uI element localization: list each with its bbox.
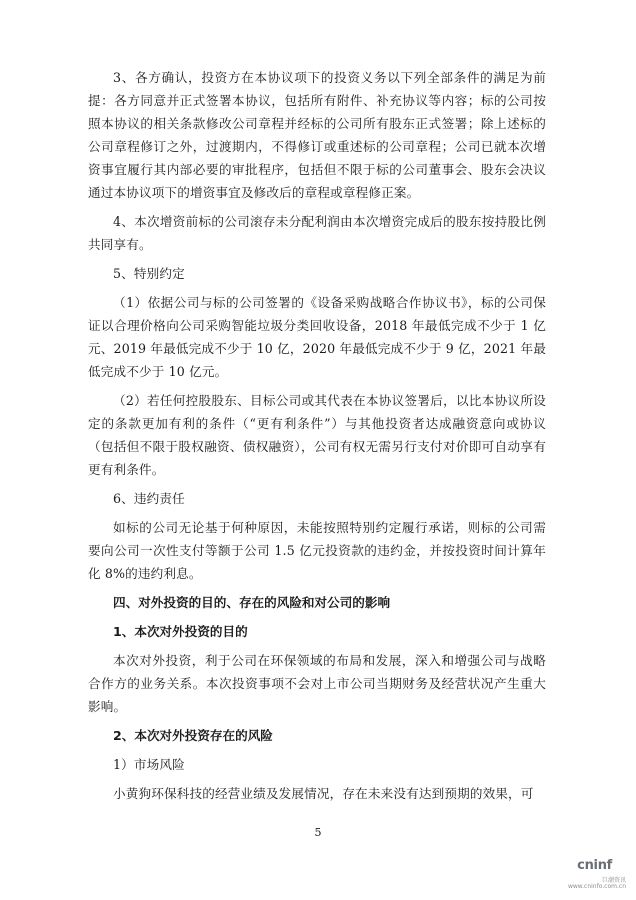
paragraph-breach-liability: 如标的公司无论基于何种原因，未能按照特别约定履行承诺，则标的公司需要向公司一次性支付等额于公司 1.5 亿元投资款的违约金，并按投资时间计算年化 8%的违约利息。 bbox=[88, 520, 546, 581]
cninfo-subtitle: 巨潮资讯 bbox=[601, 877, 626, 884]
cninfo-logo: cninf bbox=[577, 858, 612, 873]
paragraph-market-risk: 小黄狗环保科技的经营业绩及发展情况，存在未来没有达到预期的效果，可 bbox=[113, 786, 534, 801]
paragraph-conditions: 3、各方确认，投资方在本协议项下的投资义务以下列全部条件的满足为前提：各方同意并正式签署本协议，包括所有附件、补充协议等内容；标的公司按照本协议的相关条款修改公司章程并经标的公司所有股东正式签署；除上述标的公司章程修订之外，过渡期内，不得修订或重述标的公司章程；公司已就本次增资事宜履行其内部必要的审批程序，包括但不限于标的公司董事会、股东会决议通过本协议项下的增资事宜及修改后的章程或章程修正案。 bbox=[88, 70, 546, 200]
paragraph-breach-heading: 6、违约责任 bbox=[113, 491, 185, 506]
paragraph-special-terms-2: （2）若任何控股股东、目标公司或其代表在本协议签署后，以比本协议所设定的条款更加有利的条件（“更有利条件”）与其他投资者达成融资意向或协议（包括但不限于股权融资、债权融资），公司有权无需另行支付对价即可自动享有更有利条件。 bbox=[88, 393, 546, 477]
paragraph-retained-profit: 4、本次增资前标的公司滚存未分配利润由本次增资完成后的股东按持股比例共同享有。 bbox=[88, 214, 546, 252]
cninfo-watermark bbox=[556, 858, 626, 892]
paragraph-special-terms-heading: 5、特别约定 bbox=[113, 266, 185, 281]
document-body bbox=[88, 66, 546, 811]
paragraph-purpose: 本次对外投资，利于公司在环保领域的布局和发展，深入和增强公司与战略合作方的业务关系。本次投资事项不会对上市公司当期财务及经营状况产生重大影响。 bbox=[88, 653, 546, 714]
paragraph-special-terms-1: （1）依据公司与标的公司签署的《设备采购战略合作协议书》，标的公司保证以合理价格向公司采购智能垃圾分类回收设备，2018 年最低完成不少于 1 亿元、2019 年最低完成不少于 10 亿，2020 年最低完成不少于 9 亿，2021 年最低完成不少于 10 亿元。 bbox=[88, 295, 546, 379]
subsection-heading-risk: 2、本次对外投资存在的风险 bbox=[113, 728, 273, 743]
section-heading-purpose-risk: 四、对外投资的目的、存在的风险和对公司的影响 bbox=[113, 595, 391, 610]
page-number: 5 bbox=[314, 826, 322, 839]
paragraph-market-risk-heading: 1）市场风险 bbox=[113, 757, 185, 772]
subsection-heading-purpose: 1、本次对外投资的目的 bbox=[113, 624, 248, 639]
cninfo-url: www.cninfo.com.cn bbox=[567, 883, 626, 890]
